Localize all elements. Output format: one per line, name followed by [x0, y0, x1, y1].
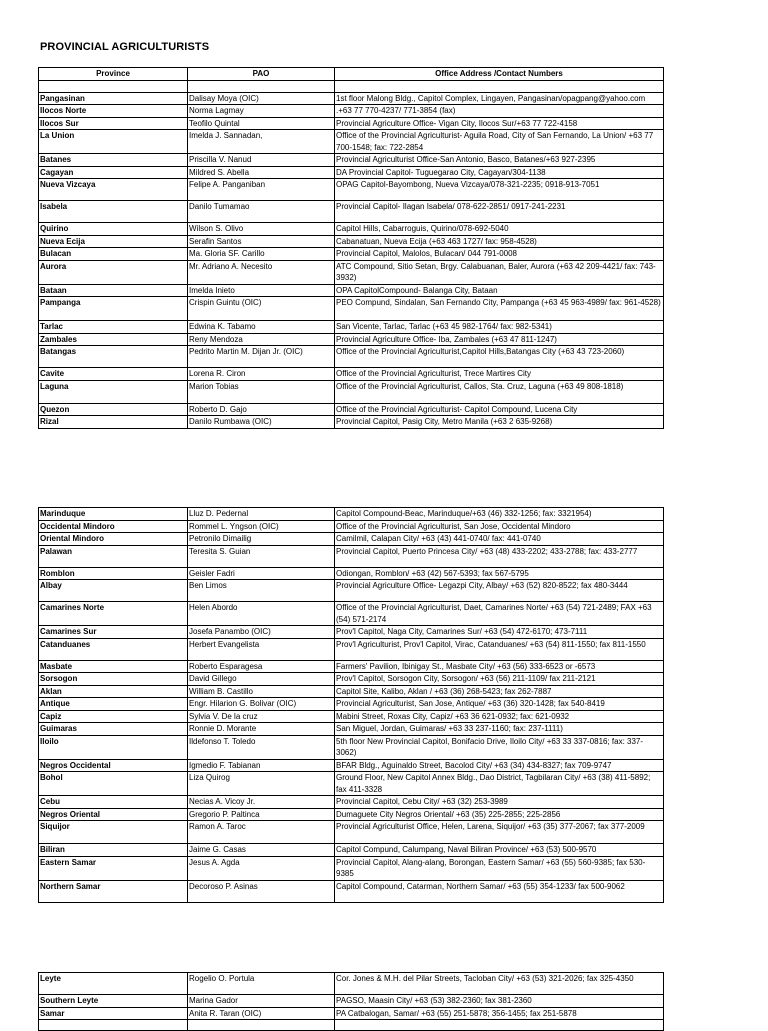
table-row: [39, 130, 664, 154]
pao-cell: Petronilo Dimailig: [188, 533, 335, 546]
table-row: [39, 808, 664, 821]
table-row: [39, 821, 664, 844]
pao-cell: Crispin Guintu (OIC): [188, 297, 335, 321]
province-cell: Bulacan: [39, 248, 188, 261]
pao-cell: Danilo Tumamao: [188, 201, 335, 223]
office-address-cell: Prov'l Agriculturist, Prov'l Capitol, Virac, Catanduanes/ +63 (54) 811-1550; fax 811-1550: [335, 638, 664, 660]
pao-cell: Jaime G. Casas: [188, 844, 335, 857]
table-row: [39, 567, 664, 580]
table-row: [39, 533, 664, 546]
province-cell: Negros Occidental: [39, 759, 188, 772]
office-address-cell: Provincial Capitol, Puerto Princesa City/ +63 (48) 433-2202; 433-2788; fax: 433-2777: [335, 545, 664, 567]
office-address-cell: Capitol Compound-Beac, Marinduque/+63 (46) 332-1256; fax: 3321954): [335, 508, 664, 521]
table-row: [39, 602, 664, 626]
office-address-cell: Office of the Provincial Agriculturist- Capitol Compound, Lucena City: [335, 403, 664, 416]
office-address-cell: Provincial Agriculturist Office, Helen, Larena, Siquijor/ +63 (35) 377-2067; fax 377-2009: [335, 821, 664, 844]
office-address-cell: Provincial Capitol- Ilagan Isabela/ 078-622-2851/ 0917-241-2231: [335, 201, 664, 223]
office-address-cell: OPA CapitolCompound- Balanga City, Bataan: [335, 284, 664, 297]
table-row: [39, 117, 664, 130]
pao-cell: David Gillego: [188, 673, 335, 686]
office-address-cell: DA Provincial Capitol- Tuguegarao City, Cagayan/304-1138: [335, 166, 664, 179]
pao-cell: Danilo Rumbawa (OIC): [188, 416, 335, 429]
office-address-cell: Office of the Provincial Agriculturist- Aguila Road, City of San Fernando, La Union/ +63 77 700-1548; fax: 722-2854: [335, 130, 664, 154]
office-address-cell: PAGSO, Maasin City/ +63 (53) 382-2360; fax 381-2360: [335, 995, 664, 1008]
pao-cell: Wilson S. Olivo: [188, 223, 335, 236]
table-row: [39, 759, 664, 772]
province-cell: La Union: [39, 130, 188, 154]
province-cell: Batangas: [39, 346, 188, 368]
table-row: [39, 1007, 664, 1020]
province-cell: Bohol: [39, 772, 188, 796]
pao-cell: Teofilo Quintal: [188, 117, 335, 130]
pao-cell: [188, 80, 335, 92]
office-address-cell: Capitol Compund, Calumpang, Naval Biliran Province/ +63 (53) 500-9570: [335, 844, 664, 857]
province-cell: Isabela: [39, 201, 188, 223]
table-row: [39, 508, 664, 521]
office-address-cell: Provincial Capitol, Alang-alang, Borongan, Eastern Samar/ +63 (55) 560-9385; fax 530-9385: [335, 856, 664, 880]
pao-cell: Necias A. Vicoy Jr.: [188, 796, 335, 809]
province-cell: Northern Samar: [39, 880, 188, 902]
pao-cell: Reny Mendoza: [188, 333, 335, 346]
office-address-cell: Provincial Capitol, Cebu City/ +63 (32) 253-3989: [335, 796, 664, 809]
pao-cell: Ronnie D. Morante: [188, 723, 335, 736]
office-address-cell: Provincial Agriculture Office- Iba, Zambales (+63 47 811-1247): [335, 333, 664, 346]
office-address-cell: Prov'l Capitol, Sorsogon City, Sorsogon/ +63 (56) 211-1109/ fax 211-2121: [335, 673, 664, 686]
pao-cell: Gregorio P. Paltinca: [188, 808, 335, 821]
province-cell: Camarines Norte: [39, 602, 188, 626]
table-row: [39, 403, 664, 416]
province-cell: Catanduanes: [39, 638, 188, 660]
province-cell: Romblon: [39, 567, 188, 580]
office-address-cell: Provincial Capitol, Pasig City, Metro Manila (+63 2 635-9268): [335, 416, 664, 429]
office-address-cell: PA Catbalogan, Samar/ +63 (55) 251-5878; 356-1455; fax 251-5878: [335, 1007, 664, 1020]
office-address-cell: Farmers' Pavilion, Ibinigay St., Masbate City/ +63 (56) 333-6523 or -6573: [335, 660, 664, 673]
province-cell: Quirino: [39, 223, 188, 236]
pao-cell: Anita R. Taran (OIC): [188, 1007, 335, 1020]
province-cell: Capiz: [39, 710, 188, 723]
pao-cell: Engr. Hilarion G. Bolivar (OIC): [188, 698, 335, 711]
province-cell: Zambales: [39, 333, 188, 346]
pao-cell: Felipe A. Panganiban: [188, 179, 335, 201]
province-cell: Masbate: [39, 660, 188, 673]
office-address-cell: San Vicente, Tarlac, Tarlac (+63 45 982-1764/ fax: 982-5341): [335, 321, 664, 334]
table-row: [39, 973, 664, 995]
province-cell: Marinduque: [39, 508, 188, 521]
pao-cell: Helen Abordo: [188, 602, 335, 626]
province-cell: Tarlac: [39, 321, 188, 334]
table-row: [39, 626, 664, 639]
pao-cell: Serafin Santos: [188, 235, 335, 248]
table-row: [39, 638, 664, 660]
table-row: [39, 380, 664, 403]
province-cell: Aklan: [39, 685, 188, 698]
page-title: PROVINCIAL AGRICULTURISTS: [40, 41, 210, 53]
table-row: [39, 772, 664, 796]
table-row: [39, 520, 664, 533]
table-row: [39, 80, 664, 92]
table-row: [39, 105, 664, 118]
office-address-cell: Cabanatuan, Nueva Ecija (+63 463 1727/ fax: 958-4528): [335, 235, 664, 248]
office-address-cell: Provincial Agriculturist, San Jose, Antique/ +63 (36) 320-1428; fax 540-8419: [335, 698, 664, 711]
province-cell: Aurora: [39, 260, 188, 284]
table-row: [39, 346, 664, 368]
table-row: [39, 260, 664, 284]
table-row: [39, 735, 664, 759]
office-address-cell: PEO Compund, Sindalan, San Fernando City, Pampanga (+63 45 963-4989/ fax: 961-4528): [335, 297, 664, 321]
province-cell: Bataan: [39, 284, 188, 297]
pao-cell: Rommel L. Yngson (OIC): [188, 520, 335, 533]
pao-cell: William B. Castillo: [188, 685, 335, 698]
table-row: [39, 723, 664, 736]
office-address-cell: Office of the Provincial Agriculturist,Capitol Hills,Batangas City (+63 43 723-2060): [335, 346, 664, 368]
province-cell: Sorsogon: [39, 673, 188, 686]
province-cell: [39, 1020, 188, 1031]
pao-cell: Ben Limos: [188, 580, 335, 602]
office-address-cell: Office of the Provincial Agriculturist, Trece Martires City: [335, 368, 664, 381]
province-cell: Cavite: [39, 368, 188, 381]
pao-cell: Mr. Adriano A. Necesito: [188, 260, 335, 284]
province-cell: Guimaras: [39, 723, 188, 736]
office-address-cell: [335, 80, 664, 92]
pao-cell: Roberto Esparagesa: [188, 660, 335, 673]
pao-cell: Josefa Panambo (OIC): [188, 626, 335, 639]
province-cell: Cebu: [39, 796, 188, 809]
pao-cell: Imelda J. Sannadan,: [188, 130, 335, 154]
pao-cell: Jesus A. Agda: [188, 856, 335, 880]
pao-cell: Sylvia V. De la cruz: [188, 710, 335, 723]
office-address-cell: BFAR Bldg., Aguinaldo Street, Bacolod City/ +63 (34) 434-8327; fax 709-9747: [335, 759, 664, 772]
province-cell: Southern Leyte: [39, 995, 188, 1008]
pao-cell: Dalisay Moya (OIC): [188, 92, 335, 105]
office-address-cell: [335, 1020, 664, 1031]
office-address-cell: Capitol Compound, Catarman, Northern Samar/ +63 (55) 354-1233/ fax 500-9062: [335, 880, 664, 902]
office-address-cell: Dumaguete City Negros Oriental/ +63 (35) 225-2855; 225-2856: [335, 808, 664, 821]
pao-cell: Imelda Inieto: [188, 284, 335, 297]
table-row: [39, 698, 664, 711]
header-office-address: Office Address /Contact Numbers: [335, 68, 664, 81]
province-cell: Oriental Mindoro: [39, 533, 188, 546]
pao-cell: Marion Tobias: [188, 380, 335, 403]
province-cell: Samar: [39, 1007, 188, 1020]
pao-cell: Geisler Fadri: [188, 567, 335, 580]
table-row: [39, 166, 664, 179]
province-cell: Nueva Vizcaya: [39, 179, 188, 201]
province-cell: Laguna: [39, 380, 188, 403]
table-row: [39, 179, 664, 201]
table-row: [39, 796, 664, 809]
office-address-cell: Office of the Provincial Agriculturist, San Jose, Occidental Mindoro: [335, 520, 664, 533]
province-cell: Iloilo: [39, 735, 188, 759]
agriculturist-table-3: [38, 972, 664, 1031]
table-row: [39, 223, 664, 236]
table-row: [39, 710, 664, 723]
office-address-cell: San Miguel, Jordan, Guimaras/ +63 33 237-1160; fax: 237-1111): [335, 723, 664, 736]
table-row: [39, 685, 664, 698]
pao-cell: Liza Quirog: [188, 772, 335, 796]
office-address-cell: Camilmil, Calapan City/ +63 (43) 441-0740/ fax: 441-0740: [335, 533, 664, 546]
table-row: [39, 416, 664, 429]
province-cell: Ilocos Norte: [39, 105, 188, 118]
table-row: [39, 297, 664, 321]
pao-cell: Norma Lagmay: [188, 105, 335, 118]
pao-cell: Decoroso P. Asinas: [188, 880, 335, 902]
office-address-cell: ATC Compound, Sitio Setan, Brgy. Calabuanan, Baler, Aurora (+63 42 209-4421/ fax: 743-3932): [335, 260, 664, 284]
table-row: [39, 92, 664, 105]
pao-cell: Lluz D. Pedernal: [188, 508, 335, 521]
province-cell: Antique: [39, 698, 188, 711]
province-cell: Siquijor: [39, 821, 188, 844]
province-cell: Quezon: [39, 403, 188, 416]
office-address-cell: OPAG Capitol-Bayombong, Nueva Vizcaya/078-321-2235; 0918-913-7051: [335, 179, 664, 201]
province-cell: Biliran: [39, 844, 188, 857]
pao-cell: Priscilla V. Nanud: [188, 154, 335, 167]
province-cell: Camarines Sur: [39, 626, 188, 639]
office-address-cell: Capitol Hills, Cabarroguis, Quirino/078-692-5040: [335, 223, 664, 236]
pao-cell: Rogelio O. Portula: [188, 973, 335, 995]
province-cell: Cagayan: [39, 166, 188, 179]
office-address-cell: .+63 77 770-4237/ 771-3854 (fax): [335, 105, 664, 118]
table-row: [39, 1020, 664, 1031]
office-address-cell: Cor. Jones & M.H. del Pilar Streets, Tacloban City/ +63 (53) 321-2026; fax 325-4350: [335, 973, 664, 995]
pao-cell: Ma. Gloria SF. Carillo: [188, 248, 335, 261]
table-row: [39, 321, 664, 334]
pao-cell: Herbert Evangelista: [188, 638, 335, 660]
header-province: Province: [39, 68, 188, 81]
table-row: [39, 856, 664, 880]
table-row: [39, 201, 664, 223]
office-address-cell: Mabini Street, Roxas City, Capiz/ +63 36 621-0932; fax: 621-0932: [335, 710, 664, 723]
office-address-cell: Prov'l Capitol, Naga City, Camarines Sur/ +63 (54) 472-6170; 473-7111: [335, 626, 664, 639]
province-cell: Palawan: [39, 545, 188, 567]
table-row: [39, 673, 664, 686]
table-row: [39, 660, 664, 673]
table-row: [39, 995, 664, 1008]
province-cell: Nueva Ecija: [39, 235, 188, 248]
province-cell: Pangasinan: [39, 92, 188, 105]
pao-cell: Pedrito Martin M. Dijan Jr. (OIC): [188, 346, 335, 368]
table-row: [39, 284, 664, 297]
table-header-row: [39, 68, 664, 81]
office-address-cell: Provincial Agriculturist Office-San Antonio, Basco, Batanes/+63 927-2395: [335, 154, 664, 167]
office-address-cell: Provincial Agriculture Office- Legazpi City, Albay/ +63 (52) 820-8522; fax 480-3444: [335, 580, 664, 602]
office-address-cell: Odiongan, Romblon/ +63 (42) 567-5393; fax 567-5795: [335, 567, 664, 580]
province-cell: Negros Oriental: [39, 808, 188, 821]
province-cell: Batanes: [39, 154, 188, 167]
province-cell: [39, 80, 188, 92]
province-cell: Ilocos Sur: [39, 117, 188, 130]
province-cell: Leyte: [39, 973, 188, 995]
province-cell: Rizal: [39, 416, 188, 429]
office-address-cell: Capitol Site, Kalibo, Aklan / +63 (36) 268-5423; fax 262-7887: [335, 685, 664, 698]
office-address-cell: Office of the Provincial Agriculturist, Daet, Camarines Norte/ +63 (54) 721-2489; FAX +63 (54) 571-2174: [335, 602, 664, 626]
header-pao: PAO: [188, 68, 335, 81]
pao-cell: Mildred S. Abella: [188, 166, 335, 179]
pao-cell: Teresita S. Guian: [188, 545, 335, 567]
office-address-cell: Office of the Provincial Agriculturist, Callos, Sta. Cruz, Laguna (+63 49 808-1818): [335, 380, 664, 403]
province-cell: Occidental Mindoro: [39, 520, 188, 533]
office-address-cell: 5th floor New Provincial Capitol, Bonifacio Drive, Iloilo City/ +63 33 337-0816; fax: 337-3062): [335, 735, 664, 759]
table-row: [39, 333, 664, 346]
agriculturist-table-2: [38, 507, 664, 903]
pao-cell: [188, 1020, 335, 1031]
province-cell: Albay: [39, 580, 188, 602]
table-row: [39, 880, 664, 902]
office-address-cell: Provincial Capitol, Malolos, Bulacan/ 044 791-0008: [335, 248, 664, 261]
pao-cell: Roberto D. Gajo: [188, 403, 335, 416]
table-row: [39, 248, 664, 261]
table-row: [39, 580, 664, 602]
office-address-cell: 1st floor Malong Bldg., Capitol Complex, Lingayen, Pangasinan/opagpang@yahoo.com: [335, 92, 664, 105]
pao-cell: Ramon A. Taroc: [188, 821, 335, 844]
table-row: [39, 368, 664, 381]
office-address-cell: Ground Floor, New Capitol Annex Bldg., Dao District, Tagbilaran City/ +63 (38) 411-5892; fax 411-3328: [335, 772, 664, 796]
pao-cell: Edwina K. Tabamo: [188, 321, 335, 334]
agriculturist-table-1: [38, 67, 664, 429]
table-row: [39, 154, 664, 167]
pao-cell: Marina Gador: [188, 995, 335, 1008]
table-row: [39, 545, 664, 567]
province-cell: Pampanga: [39, 297, 188, 321]
pao-cell: Igmedio F. Tabianan: [188, 759, 335, 772]
table-row: [39, 235, 664, 248]
office-address-cell: Provincial Agriculture Office- Vigan City, Ilocos Sur/+63 77 722-4158: [335, 117, 664, 130]
pao-cell: Ildefonso T. Toledo: [188, 735, 335, 759]
province-cell: Eastern Samar: [39, 856, 188, 880]
pao-cell: Lorena R. Ciron: [188, 368, 335, 381]
table-row: [39, 844, 664, 857]
